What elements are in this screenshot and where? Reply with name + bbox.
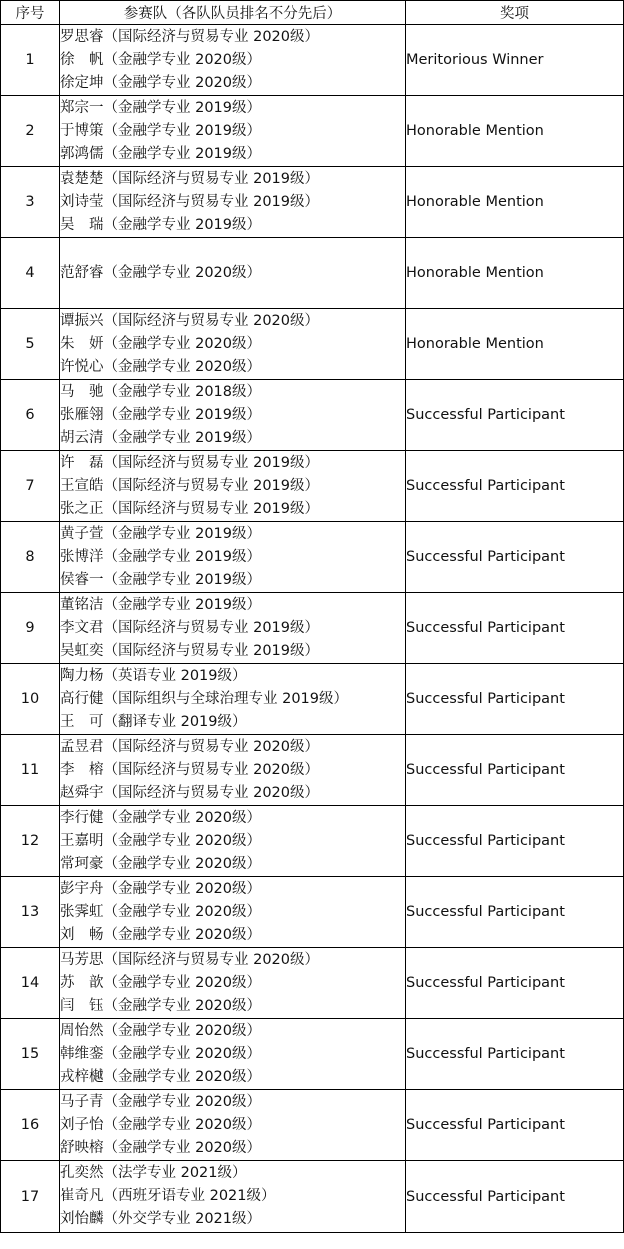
- team-member: 王嘉明（金融学专业 2020级）: [60, 832, 262, 849]
- team-member: 孟昱君（国际经济与贸易专业 2020级）: [60, 738, 320, 755]
- team-member: 袁楚楚（国际经济与贸易专业 2019级）: [60, 170, 320, 187]
- table-row: [1, 238, 624, 309]
- table-body: [1, 25, 624, 1233]
- row-number: 11: [1, 735, 60, 806]
- team-members: [60, 735, 406, 806]
- team-members: [60, 806, 406, 877]
- team-member: 闫 钰（金融学专业 2020级）: [60, 997, 262, 1014]
- team-member: 张之正（国际经济与贸易专业 2019级）: [60, 500, 320, 517]
- award-cell: Successful Participant: [406, 948, 624, 1019]
- team-member: 董铭洁（金融学专业 2019级）: [60, 596, 262, 613]
- team-member: 张雁翎（金融学专业 2019级）: [60, 406, 262, 423]
- table-row: [1, 948, 624, 1019]
- award-cell: Successful Participant: [406, 451, 624, 522]
- team-member: 赵舜宇（国际经济与贸易专业 2020级）: [60, 784, 320, 801]
- team-member: 张霁虹（金融学专业 2020级）: [60, 903, 262, 920]
- team-member: 朱 妍（金融学专业 2020级）: [60, 335, 262, 352]
- header-award: 奖项: [406, 1, 624, 25]
- award-cell: Honorable Mention: [406, 238, 624, 309]
- team-members: [60, 948, 406, 1019]
- team-members: [60, 877, 406, 948]
- header-team: 参赛队（各队队员排名不分先后）: [60, 1, 406, 25]
- table-row: [1, 96, 624, 167]
- team-members: [60, 25, 406, 96]
- header-no: 序号: [1, 1, 60, 25]
- row-number: 4: [1, 238, 60, 309]
- team-member: 韩维銮（金融学专业 2020级）: [60, 1045, 262, 1062]
- team-member: 马 驰（金融学专业 2018级）: [60, 383, 262, 400]
- table-row: [1, 806, 624, 877]
- table-row: [1, 522, 624, 593]
- row-number: 1: [1, 25, 60, 96]
- award-cell: Successful Participant: [406, 593, 624, 664]
- team-member: 刘怡麟（外交学专业 2021级）: [60, 1211, 262, 1227]
- team-member: 李行健（金融学专业 2020级）: [60, 809, 262, 826]
- team-members: [60, 664, 406, 735]
- team-member: 吴虹奕（国际经济与贸易专业 2019级）: [60, 642, 320, 659]
- row-number: 5: [1, 309, 60, 380]
- team-member: 刘子怡（金融学专业 2020级）: [60, 1116, 262, 1133]
- team-member: 于博策（金融学专业 2019级）: [60, 122, 262, 139]
- team-member: 范舒睿（金融学专业 2020级）: [60, 264, 262, 281]
- team-member: 许悦心（金融学专业 2020级）: [60, 358, 262, 375]
- award-cell: Honorable Mention: [406, 309, 624, 380]
- team-members: [60, 1161, 406, 1233]
- team-member: 罗思睿（国际经济与贸易专业 2020级）: [60, 28, 320, 45]
- table-row: [1, 1161, 624, 1233]
- team-member: 徐定坤（金融学专业 2020级）: [60, 74, 262, 91]
- table-row: [1, 451, 624, 522]
- award-cell: Successful Participant: [406, 877, 624, 948]
- team-members: [60, 309, 406, 380]
- team-member: 张博洋（金融学专业 2019级）: [60, 548, 262, 565]
- team-member: 刘诗莹（国际经济与贸易专业 2019级）: [60, 193, 320, 210]
- table-row: [1, 593, 624, 664]
- team-member: 黄子萱（金融学专业 2019级）: [60, 525, 262, 542]
- row-number: 10: [1, 664, 60, 735]
- team-member: 刘 畅（金融学专业 2020级）: [60, 926, 262, 943]
- row-number: 2: [1, 96, 60, 167]
- table-row: [1, 735, 624, 806]
- award-cell: Successful Participant: [406, 664, 624, 735]
- row-number: 17: [1, 1161, 60, 1233]
- team-member: 徐 帆（金融学专业 2020级）: [60, 51, 262, 68]
- award-cell: Successful Participant: [406, 1161, 624, 1233]
- header-row: [1, 1, 624, 25]
- row-number: 7: [1, 451, 60, 522]
- table-row: [1, 167, 624, 238]
- row-number: 9: [1, 593, 60, 664]
- team-member: 谭振兴（国际经济与贸易专业 2020级）: [60, 312, 320, 329]
- award-cell: Successful Participant: [406, 522, 624, 593]
- table-row: [1, 1090, 624, 1161]
- row-number: 16: [1, 1090, 60, 1161]
- team-member: 高行健（国际组织与全球治理专业 2019级）: [60, 690, 349, 707]
- table-row: [1, 1019, 624, 1090]
- team-member: 崔奇凡（西班牙语专业 2021级）: [60, 1188, 276, 1204]
- team-member: 彭宇舟（金融学专业 2020级）: [60, 880, 262, 897]
- row-number: 3: [1, 167, 60, 238]
- team-member: 侯睿一（金融学专业 2019级）: [60, 571, 262, 588]
- team-members: [60, 1019, 406, 1090]
- team-member: 舒映榕（金融学专业 2020级）: [60, 1139, 262, 1156]
- row-number: 6: [1, 380, 60, 451]
- award-cell: Successful Participant: [406, 806, 624, 877]
- team-members: [60, 380, 406, 451]
- team-member: 李文君（国际经济与贸易专业 2019级）: [60, 619, 320, 636]
- team-members: [60, 238, 406, 309]
- award-cell: Successful Participant: [406, 1019, 624, 1090]
- team-member: 吴 瑞（金融学专业 2019级）: [60, 216, 262, 233]
- row-number: 12: [1, 806, 60, 877]
- team-member: 马芳思（国际经济与贸易专业 2020级）: [60, 951, 320, 968]
- table-row: [1, 380, 624, 451]
- team-member: 王宣皓（国际经济与贸易专业 2019级）: [60, 477, 320, 494]
- team-member: 胡云清（金融学专业 2019级）: [60, 429, 262, 446]
- award-cell: Honorable Mention: [406, 96, 624, 167]
- team-member: 郑宗一（金融学专业 2019级）: [60, 99, 262, 116]
- table-row: [1, 664, 624, 735]
- team-members: [60, 167, 406, 238]
- team-members: [60, 96, 406, 167]
- team-members: [60, 522, 406, 593]
- award-cell: Successful Participant: [406, 735, 624, 806]
- row-number: 14: [1, 948, 60, 1019]
- team-member: 常珂豪（金融学专业 2020级）: [60, 855, 262, 872]
- award-cell: Honorable Mention: [406, 167, 624, 238]
- row-number: 15: [1, 1019, 60, 1090]
- team-member: 郭鸿儒（金融学专业 2019级）: [60, 145, 262, 162]
- team-members: [60, 1090, 406, 1161]
- team-member: 许 磊（国际经济与贸易专业 2019级）: [60, 454, 320, 471]
- award-cell: Successful Participant: [406, 380, 624, 451]
- table-row: [1, 309, 624, 380]
- row-number: 13: [1, 877, 60, 948]
- team-member: 苏 歆（金融学专业 2020级）: [60, 974, 262, 991]
- award-cell: Meritorious Winner: [406, 25, 624, 96]
- table-row: [1, 25, 624, 96]
- award-cell: Successful Participant: [406, 1090, 624, 1161]
- team-member: 李 榕（国际经济与贸易专业 2020级）: [60, 761, 320, 778]
- team-members: [60, 593, 406, 664]
- team-member: 戎梓樾（金融学专业 2020级）: [60, 1068, 262, 1085]
- team-member: 孔奕然（法学专业 2021级）: [60, 1165, 247, 1181]
- team-member: 马子青（金融学专业 2020级）: [60, 1093, 262, 1110]
- team-members: [60, 451, 406, 522]
- row-number: 8: [1, 522, 60, 593]
- team-member: 王 可（翻译专业 2019级）: [60, 713, 247, 730]
- team-member: 陶力杨（英语专业 2019级）: [60, 667, 247, 684]
- table-row: [1, 877, 624, 948]
- team-member: 周怡然（金融学专业 2020级）: [60, 1022, 262, 1039]
